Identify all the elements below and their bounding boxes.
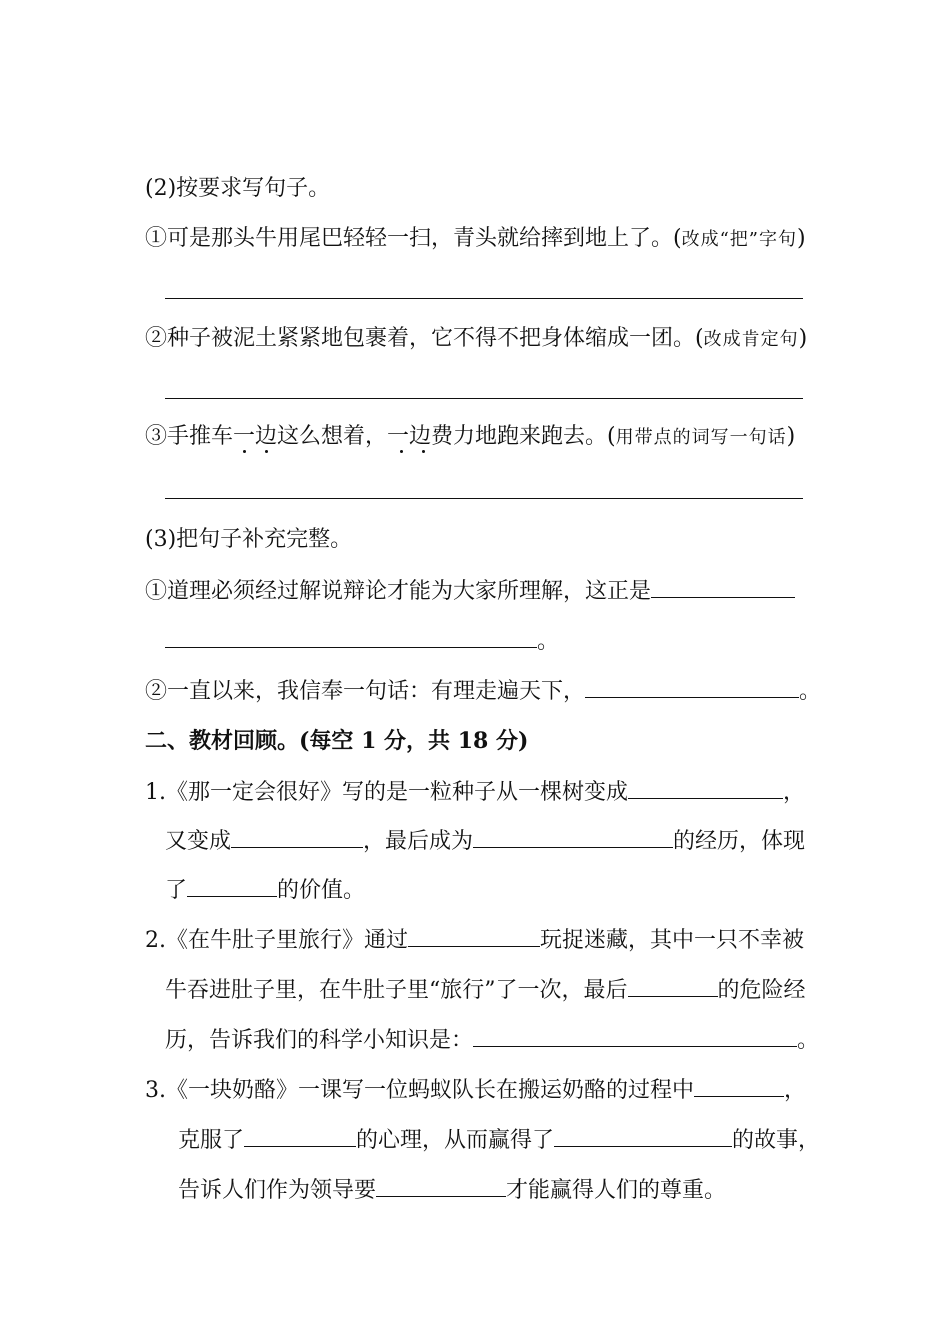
blank[interactable]	[628, 974, 718, 997]
q2-item-1-text: ①可是那头牛用尾巴轻轻一扫，青头就给摔到地上了。(	[145, 226, 682, 251]
blank[interactable]	[376, 1174, 506, 1197]
p2-q2-text: 历，告诉我们的科学小知识是：	[165, 1028, 474, 1053]
answer-line[interactable]	[165, 298, 803, 299]
close-paren: )	[798, 326, 808, 351]
p2-q1-text: ，最后成为	[363, 829, 474, 854]
q3-item-2	[145, 675, 821, 707]
answer-line[interactable]	[165, 398, 803, 399]
blank[interactable]	[473, 825, 673, 848]
blank[interactable]	[554, 1124, 732, 1147]
q3-item-2-text: ②一直以来，我信奉一句话：有理走遍天下，	[145, 679, 586, 704]
blank[interactable]	[473, 1024, 797, 1047]
blank[interactable]	[694, 1074, 784, 1097]
q3-item-1-cont	[165, 625, 559, 657]
blank[interactable]	[231, 825, 363, 848]
period: 。	[799, 679, 822, 704]
p2-q2-line1	[145, 924, 804, 956]
q3-item-1	[145, 575, 795, 607]
q3-title: (3)把句子补充完整。	[145, 527, 353, 552]
blank[interactable]	[244, 1124, 356, 1147]
p2-q2-text: 2.《在牛肚子里旅行》通过	[145, 928, 408, 953]
p2-q1-line2	[165, 825, 805, 857]
q2-item-3-text: ③手推车一边这么想着，一边费力地跑来跑去。(	[145, 424, 616, 449]
p2-q2-text: 玩捉迷藏，其中一只不幸被	[540, 928, 805, 953]
q3-item-1-text: ①道理必须经过解说辩论才能为大家所理解，这正是	[145, 579, 652, 604]
q2-item-2	[145, 324, 807, 355]
period: 。	[537, 629, 560, 654]
p2-q3-text: ，	[784, 1078, 807, 1103]
q2-item-2-text: ②种子被泥土紧紧地包裹着，它不得不把身体缩成一团。(	[145, 326, 704, 351]
p2-q3-text: 克服了	[178, 1128, 245, 1153]
p2-q1-text: ，	[783, 780, 806, 805]
q2-item-1-note: 改成“把”字句	[681, 229, 797, 250]
p2-q3-text: 的故事，	[732, 1128, 821, 1153]
close-paren: )	[797, 226, 806, 251]
p2-q3-text: 才能赢得人们的尊重。	[506, 1178, 727, 1203]
p2-q2-text: 的危险经	[717, 978, 806, 1003]
p2-q3-text: 3.《一块奶酪》一课写一位蚂蚁队长在搬运奶酪的过程中	[145, 1078, 694, 1103]
q2-item-3-note: 用带点的词写一句话	[615, 427, 787, 448]
p2-q1-text: 1.《那一定会很好》写的是一粒种子从一棵树变成	[145, 780, 628, 805]
p2-q3-line3	[178, 1174, 726, 1206]
blank[interactable]	[585, 675, 799, 698]
p2-q3-line1	[145, 1074, 806, 1106]
q2-item-2-note: 改成肯定句	[703, 329, 799, 350]
p2-q1-line3	[165, 874, 365, 906]
p2-q1-text: 的价值。	[277, 878, 366, 903]
p2-q3-line2	[178, 1124, 820, 1156]
emphasis-dot	[422, 450, 425, 453]
p2-q2-line3	[165, 1024, 819, 1056]
p2-q3-text: 告诉人们作为领导要	[178, 1178, 377, 1203]
blank[interactable]	[628, 776, 783, 799]
p2-q1-text: 又变成	[165, 829, 232, 854]
p2-q1-text: 了	[165, 878, 188, 903]
q2-item-1	[145, 224, 806, 255]
p2-q3-text: 的心理，从而赢得了	[356, 1128, 555, 1153]
emphasis-dot	[400, 450, 403, 453]
emphasis-dot	[243, 450, 246, 453]
q2-title: (2)按要求写句子。	[145, 176, 331, 201]
blank[interactable]	[408, 924, 540, 947]
p2-q2-line2	[165, 974, 806, 1006]
answer-line[interactable]	[165, 498, 803, 499]
section-heading: 二、教材回顾。(每空 1 分，共 18 分)	[145, 728, 529, 754]
p2-q2-text: 牛吞进肚子里，在牛肚子里“旅行”了一次，最后	[165, 978, 628, 1003]
close-paren: )	[786, 424, 796, 449]
q2-item-3	[145, 422, 795, 453]
period: 。	[797, 1028, 820, 1053]
emphasis-dot	[265, 450, 268, 453]
blank[interactable]	[165, 625, 537, 648]
blank[interactable]	[187, 874, 277, 897]
p2-q1-line1	[145, 776, 805, 808]
p2-q1-text: 的经历，体现	[673, 829, 806, 854]
blank[interactable]	[651, 575, 795, 598]
